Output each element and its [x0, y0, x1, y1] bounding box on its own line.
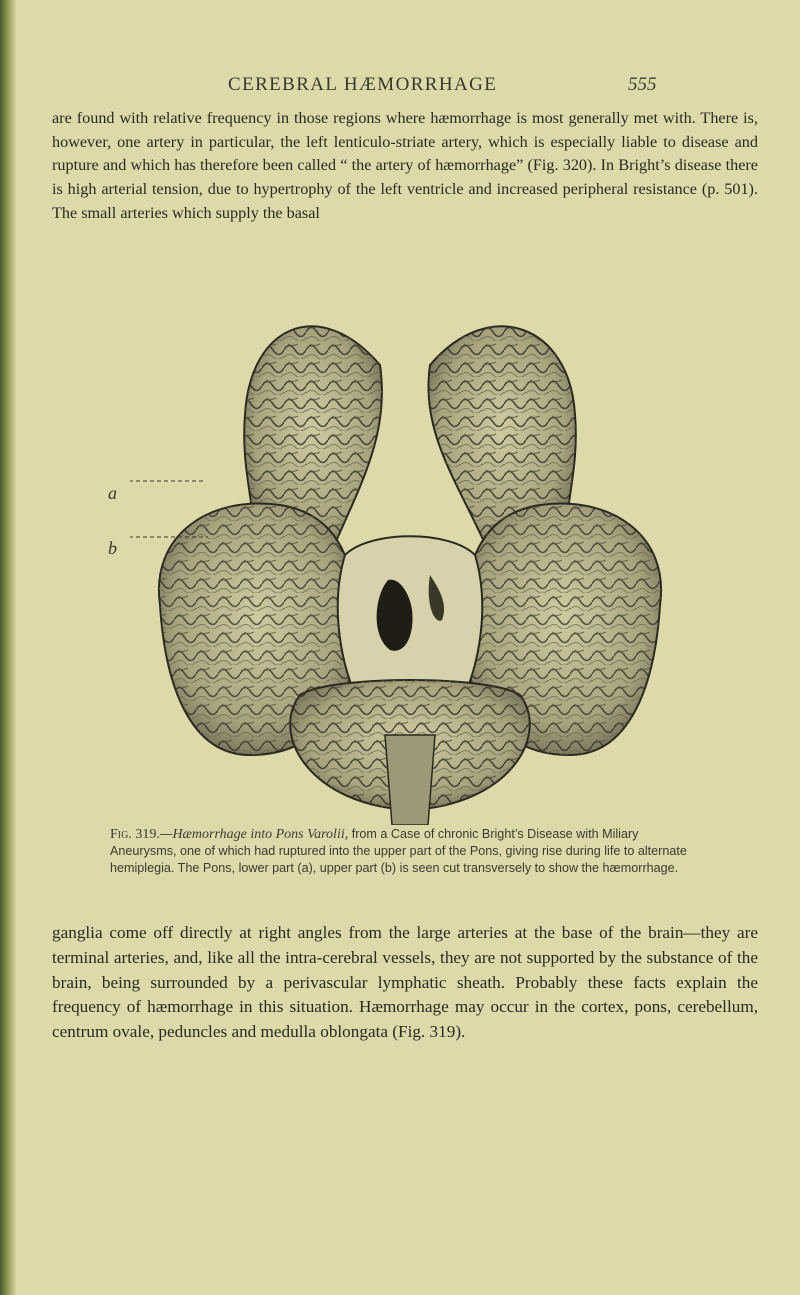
- book-binding-edge: [0, 0, 16, 1295]
- medulla: [385, 735, 435, 825]
- brain-illustration: [130, 305, 690, 825]
- body-paragraph-top: are found with relative frequency in those regions where hæmorrhage is most generally met with. There is, however, one artery in particular, the left lenticulo-striate artery, which is especially liable to disease and rupture and which has therefore been called “ the artery of hæmorrhage” (Fig. 320). In Bright’s disease there is high arterial tension, due to hypertrophy of the left ventricle and increased peripheral resistance (p. 501). The small arteries which supply the basal: [52, 109, 758, 222]
- page-header: [0, 74, 800, 100]
- figure-label-b: b: [108, 538, 117, 558]
- running-head: CEREBRAL HÆMORRHAGE: [228, 74, 498, 95]
- brain-drawing: [130, 305, 690, 825]
- figure-caption: Fig. 319.—Hæmorrhage into Pons Varolii, from a Case of chronic Bright’s Disease with Miliary Aneurysms, one of which had ruptured into the upper part of the Pons, giving rise during life to alternate hemiplegia. The Pons, lower part (a), upper part (b) is seen cut transversely to show the hæmorrhage.: [110, 827, 687, 876]
- figure-label-a: a: [108, 483, 117, 503]
- caption-title: Hæmorrhage into Pons Varolii,: [172, 827, 349, 842]
- body-paragraph-bottom: ganglia come off directly at right angles from the large arteries at the base of the brain—they are terminal arteries, and, like all the intra-cerebral vessels, they are not supported by the substance of the brain, being surrounded by a perivascular lymphatic sheath. Probably these facts explain the frequency of hæmorrhage in this situation. Hæmorrhage may occur in the cortex, pons, cerebellum, centrum ovale, peduncles and medulla oblongata (Fig. 319).: [52, 923, 758, 1042]
- caption-text: from a Case of chronic Bright’s Disease with Miliary Aneurysms, one of which had ruptured into the upper part of the Pons, giving rise during life to alternate hemiplegia. The Pons, lower part (a), upper part (b) is seen cut transversely to show the hæmorrhage.: [110, 827, 687, 876]
- page-number: 555: [628, 74, 657, 95]
- caption-figure-number: Fig. 319.: [110, 827, 160, 842]
